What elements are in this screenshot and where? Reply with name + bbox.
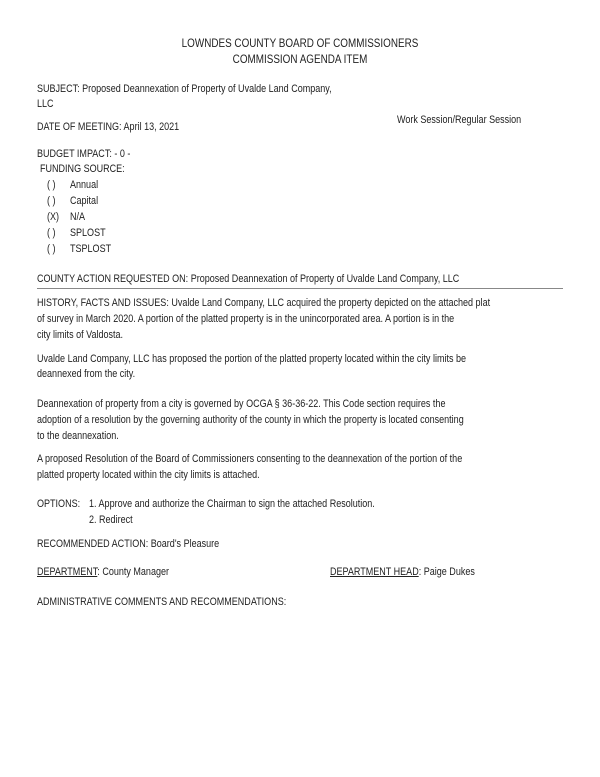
resolution-line: A proposed Resolution of the Board of Commissioners consenting to the deannexation of the portion of the xyxy=(37,453,463,465)
funding-option-mark: ( ) xyxy=(47,243,56,255)
funding-option-label: Annual xyxy=(70,179,99,191)
funding-option-mark: ( ) xyxy=(47,195,56,207)
department xyxy=(37,565,169,579)
law-line: Deannexation of property from a city is governed by OCGA § 36-36-22. This Code section requires the xyxy=(37,398,446,410)
section-divider xyxy=(37,288,563,289)
history-line: of survey in March 2020. A portion of the platted property is in the unincorporated area. A portion is in the xyxy=(37,313,455,325)
option-item: 2. Redirect xyxy=(89,514,133,526)
budget-impact: BUDGET IMPACT: - 0 - xyxy=(37,148,131,160)
proposal-line: deannexed from the city. xyxy=(37,368,136,380)
funding-option-mark: ( ) xyxy=(47,227,56,239)
funding-source-label: FUNDING SOURCE: xyxy=(40,163,125,175)
header-title: LOWNDES COUNTY BOARD OF COMMISSIONERS xyxy=(181,38,419,50)
department-head xyxy=(330,565,475,579)
county-action-requested: COUNTY ACTION REQUESTED ON: Proposed Deannexation of Property of Uvalde Land Company, LLC xyxy=(37,273,460,285)
proposal-line: Uvalde Land Company, LLC has proposed the portion of the platted property located within the city limits be xyxy=(37,353,467,365)
funding-option-mark: ( ) xyxy=(47,179,56,191)
session-type: Work Session/Regular Session xyxy=(397,114,522,126)
admin-comments-heading: ADMINISTRATIVE COMMENTS AND RECOMMENDATIONS: xyxy=(37,596,287,608)
funding-option-mark: (X) xyxy=(47,211,60,223)
funding-option-label: SPLOST xyxy=(70,227,106,239)
history-line: city limits of Valdosta. xyxy=(37,329,124,341)
recommended-action: RECOMMENDED ACTION: Board's Pleasure xyxy=(37,538,220,550)
law-line: adoption of a resolution by the governing authority of the county in which the property is located consenting xyxy=(37,414,464,426)
subject-line-1: SUBJECT: Proposed Deannexation of Property of Uvalde Land Company, xyxy=(37,83,332,95)
subject-line-2: LLC xyxy=(37,98,54,110)
funding-option-label: Capital xyxy=(70,195,99,207)
option-item: 1. Approve and authorize the Chairman to sign the attached Resolution. xyxy=(89,498,375,510)
department-head-label: DEPARTMENT HEAD xyxy=(330,566,419,578)
funding-option-label: N/A xyxy=(70,211,86,223)
department-value: : County Manager xyxy=(97,566,170,578)
header-subtitle: COMMISSION AGENDA ITEM xyxy=(232,54,368,66)
department-label: DEPARTMENT xyxy=(37,566,98,578)
history-line: HISTORY, FACTS AND ISSUES: Uvalde Land Company, LLC acquired the property depicted on the attached plat xyxy=(37,297,491,309)
options-label: OPTIONS: xyxy=(37,498,81,510)
department-head-value: : Paige Dukes xyxy=(418,566,475,578)
funding-option-label: TSPLOST xyxy=(70,243,112,255)
meeting-date: DATE OF MEETING: April 13, 2021 xyxy=(37,121,180,133)
resolution-line: platted property located within the city limits is attached. xyxy=(37,469,260,481)
law-line: to the deannexation. xyxy=(37,430,119,442)
